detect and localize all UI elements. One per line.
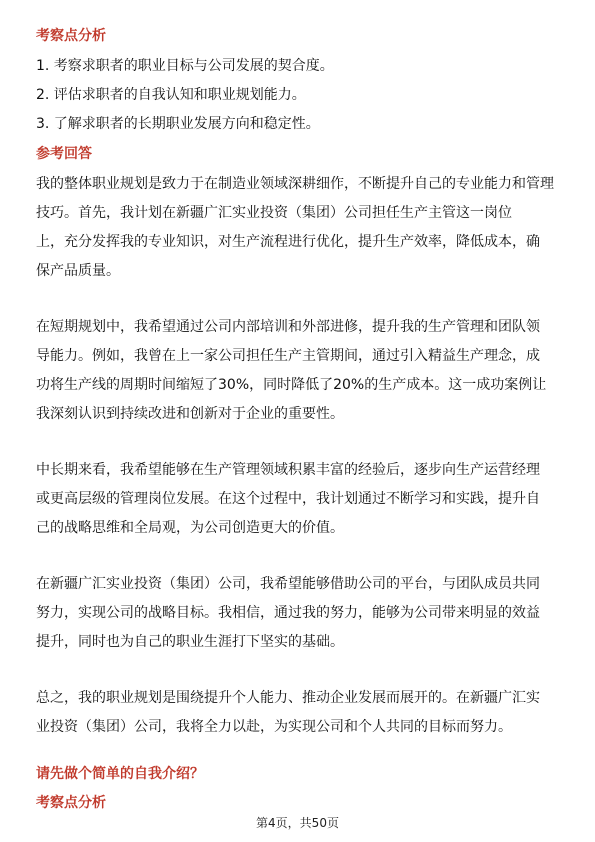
page-number: 第4页，共50页: [256, 816, 339, 830]
answer-line: 我的整体职业规划是致力于在制造业领域深耕细作，不断提升自己的专业能力和管理: [36, 176, 554, 192]
next-question-title: 请先做个简单的自我介绍？: [36, 766, 204, 782]
answer-line: 导能力。例如，我曾在上一家公司担任生产主管期间，通过引入精益生产理念，成: [36, 348, 540, 364]
answer-line: 功将生产线的周期时间缩短了30%，同时降低了20%的生产成本。这一成功案例让: [36, 377, 547, 393]
answer-line: 努力，实现公司的战略目标。我相信，通过我的努力，能够为公司带来明显的效益: [36, 605, 540, 621]
answer-line: 己的战略思维和全局观，为公司创造更大的价值。: [36, 520, 344, 536]
answer-line: 业投资（集团）公司，我将全力以赴，为实现公司和个人共同的目标而努力。: [36, 719, 512, 735]
analysis-point-3: 3. 了解求职者的长期职业发展方向和稳定性。: [36, 116, 320, 132]
analysis-point-1: 1. 考察求职者的职业目标与公司发展的契合度。: [36, 58, 334, 74]
answer-line: 上，充分发挥我的专业知识，对生产流程进行优化，提升生产效率，降低成本，确: [36, 234, 540, 250]
section-heading-answer: 参考回答: [36, 146, 92, 162]
answer-line: 提升，同时也为自己的职业生涯打下坚实的基础。: [36, 634, 344, 650]
answer-line: 中长期来看，我希望能够在生产管理领域积累丰富的经验后，逐步向生产运营经理: [36, 462, 540, 478]
answer-line: 在新疆广汇实业投资（集团）公司，我希望能够借助公司的平台，与团队成员共同: [36, 576, 540, 592]
answer-line: 保产品质量。: [36, 263, 120, 279]
next-question-analysis-heading: 考察点分析: [36, 795, 106, 811]
answer-line: 技巧。首先，我计划在新疆广汇实业投资（集团）公司担任生产主管这一岗位: [36, 205, 512, 221]
answer-line: 或更高层级的管理岗位发展。在这个过程中，我计划通过不断学习和实践，提升自: [36, 491, 540, 507]
answer-line: 在短期规划中，我希望通过公司内部培训和外部进修，提升我的生产管理和团队领: [36, 319, 540, 335]
analysis-point-2: 2. 评估求职者的自我认知和职业规划能力。: [36, 87, 306, 103]
answer-line: 总之，我的职业规划是围绕提升个人能力、推动企业发展而展开的。在新疆广汇实: [36, 690, 540, 706]
section-heading-analysis: 考察点分析: [36, 28, 106, 44]
answer-line: 我深刻认识到持续改进和创新对于企业的重要性。: [36, 406, 344, 422]
